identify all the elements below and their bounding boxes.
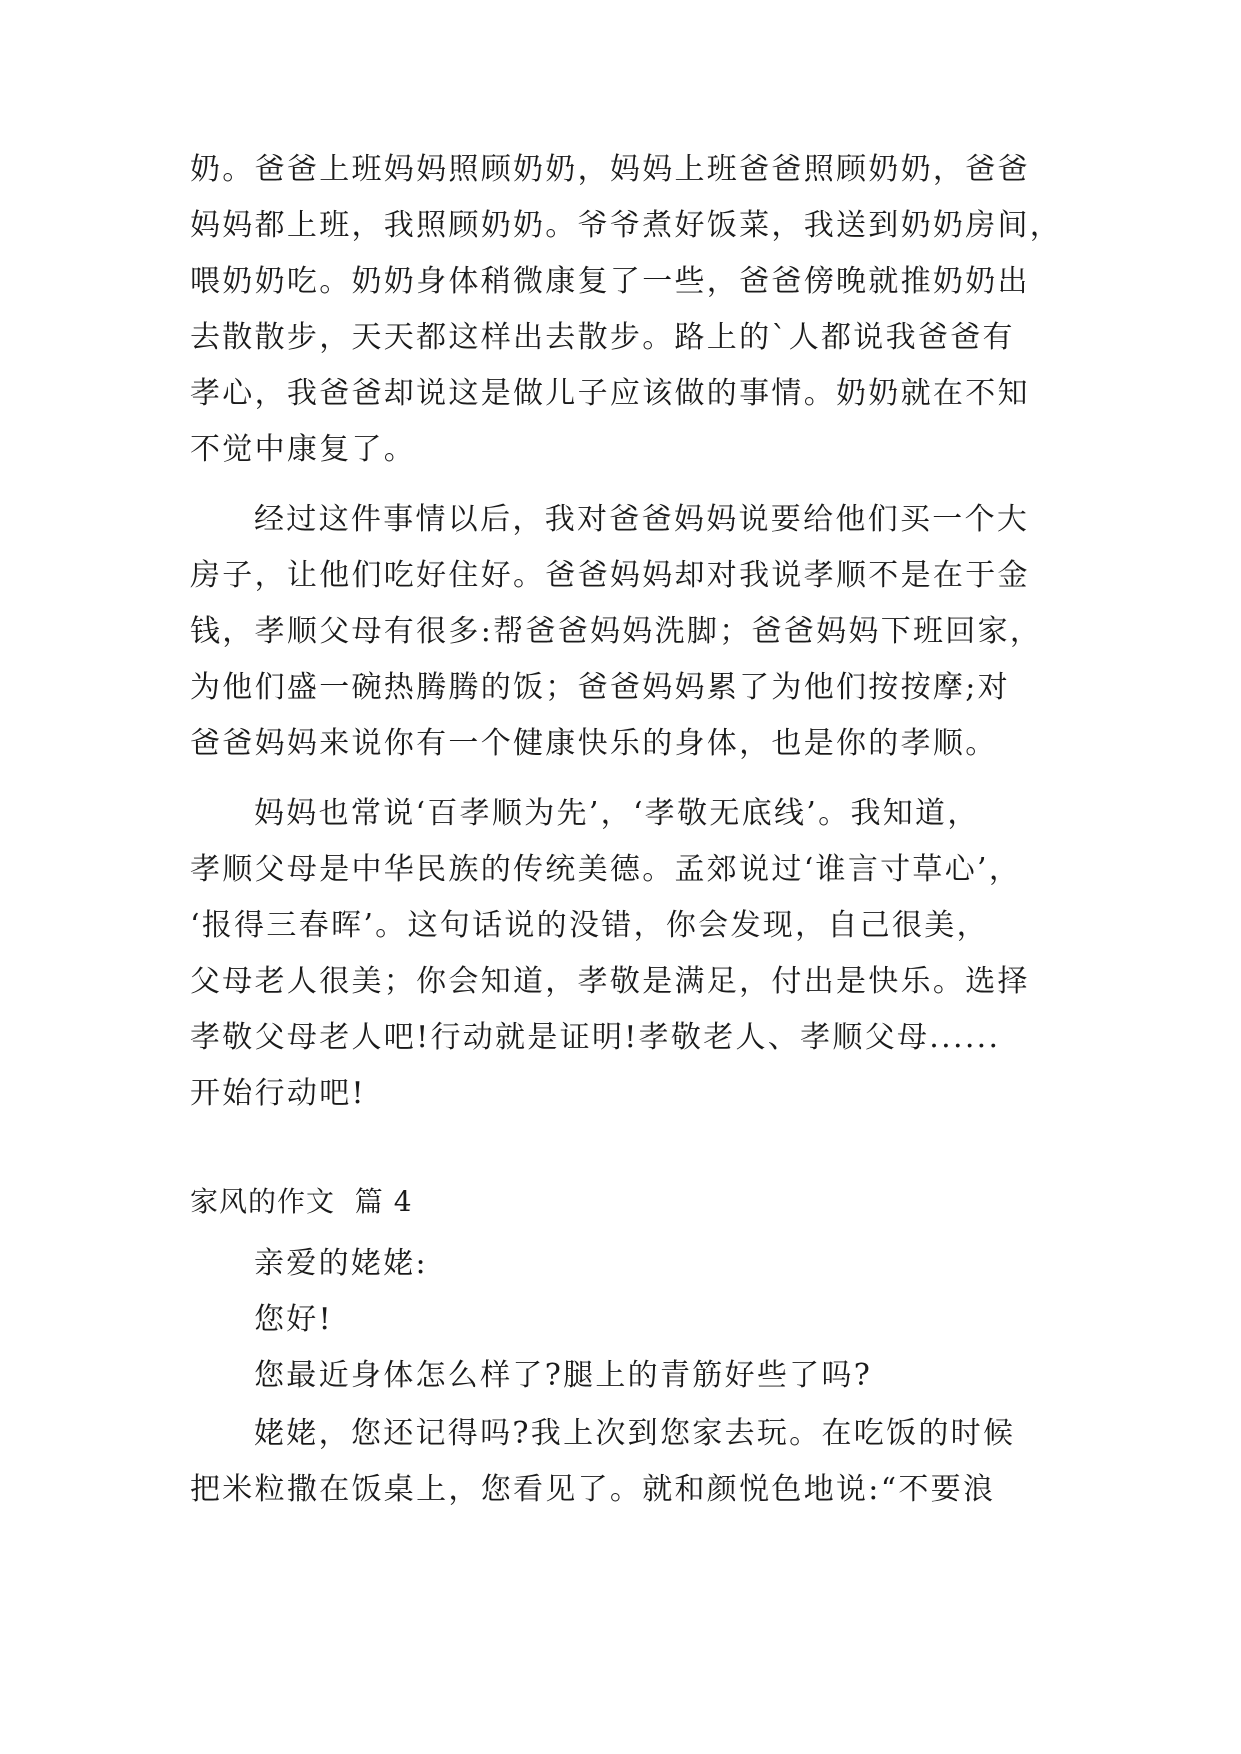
paragraph-1-line-6: 不觉中康复了。 <box>190 432 417 467</box>
letter-greeting: 您好! <box>254 1302 333 1337</box>
paragraph-1-line-2: 妈妈都上班，我照顾奶奶。爷爷煮好饭菜，我送到奶奶房间， <box>190 208 1063 243</box>
letter-paragraph-line-1: 姥姥，您还记得吗?我上次到您家去玩。在吃饭的时候 <box>254 1416 1016 1451</box>
paragraph-2-line-5: 爸爸妈妈来说你有一个健康快乐的身体，也是你的孝顺。 <box>190 726 998 761</box>
paragraph-3-line-6: 开始行动吧! <box>190 1076 366 1111</box>
paragraph-2-line-3: 钱，孝顺父母有很多:帮爸爸妈妈洗脚；爸爸妈妈下班回家， <box>190 614 1043 649</box>
paragraph-3-line-3: ‘报得三春晖’。这句话说的没错，你会发现，自己很美， <box>190 908 989 943</box>
paragraph-1-line-4: 去散散步，天天都这样出去散步。路上的`人都说我爸爸有 <box>190 320 1015 355</box>
paragraph-2-line-1: 经过这件事情以后，我对爸爸妈妈说要给他们买一个大 <box>254 502 1030 537</box>
letter-salutation: 亲爱的姥姥: <box>254 1246 428 1281</box>
letter-question: 您最近身体怎么样了?腿上的青筋好些了吗? <box>254 1358 873 1393</box>
paragraph-1-line-5: 孝心，我爸爸却说这是做儿子应该做的事情。奶奶就在不知 <box>190 376 1030 411</box>
paragraph-1-line-1: 奶。爸爸上班妈妈照顾奶奶，妈妈上班爸爸照顾奶奶，爸爸 <box>190 152 1030 187</box>
paragraph-3-line-4: 父母老人很美；你会知道，孝敬是满足，付出是快乐。选择 <box>190 964 1030 999</box>
paragraph-1-line-3: 喂奶奶吃。奶奶身体稍微康复了一些，爸爸傍晚就推奶奶出 <box>190 264 1030 299</box>
paragraph-3-line-1: 妈妈也常说‘百孝顺为先’，‘孝敬无底线’。我知道， <box>254 796 980 831</box>
section-heading: 家风的作文 篇 4 <box>190 1185 413 1218</box>
paragraph-2-line-2: 房子，让他们吃好住好。爸爸妈妈却对我说孝顺不是在于金 <box>190 558 1030 593</box>
paragraph-2-line-4: 为他们盛一碗热腾腾的饭；爸爸妈妈累了为他们按按摩;对 <box>190 670 1010 705</box>
paragraph-3-line-5: 孝敬父母老人吧!行动就是证明!孝敬老人、孝顺父母...... <box>190 1020 1001 1055</box>
paragraph-3-line-2: 孝顺父母是中华民族的传统美德。孟郊说过‘谁言寸草心’， <box>190 852 1022 887</box>
letter-paragraph-line-2: 把米粒撒在饭桌上，您看见了。就和颜悦色地说:“不要浪 <box>190 1472 996 1507</box>
